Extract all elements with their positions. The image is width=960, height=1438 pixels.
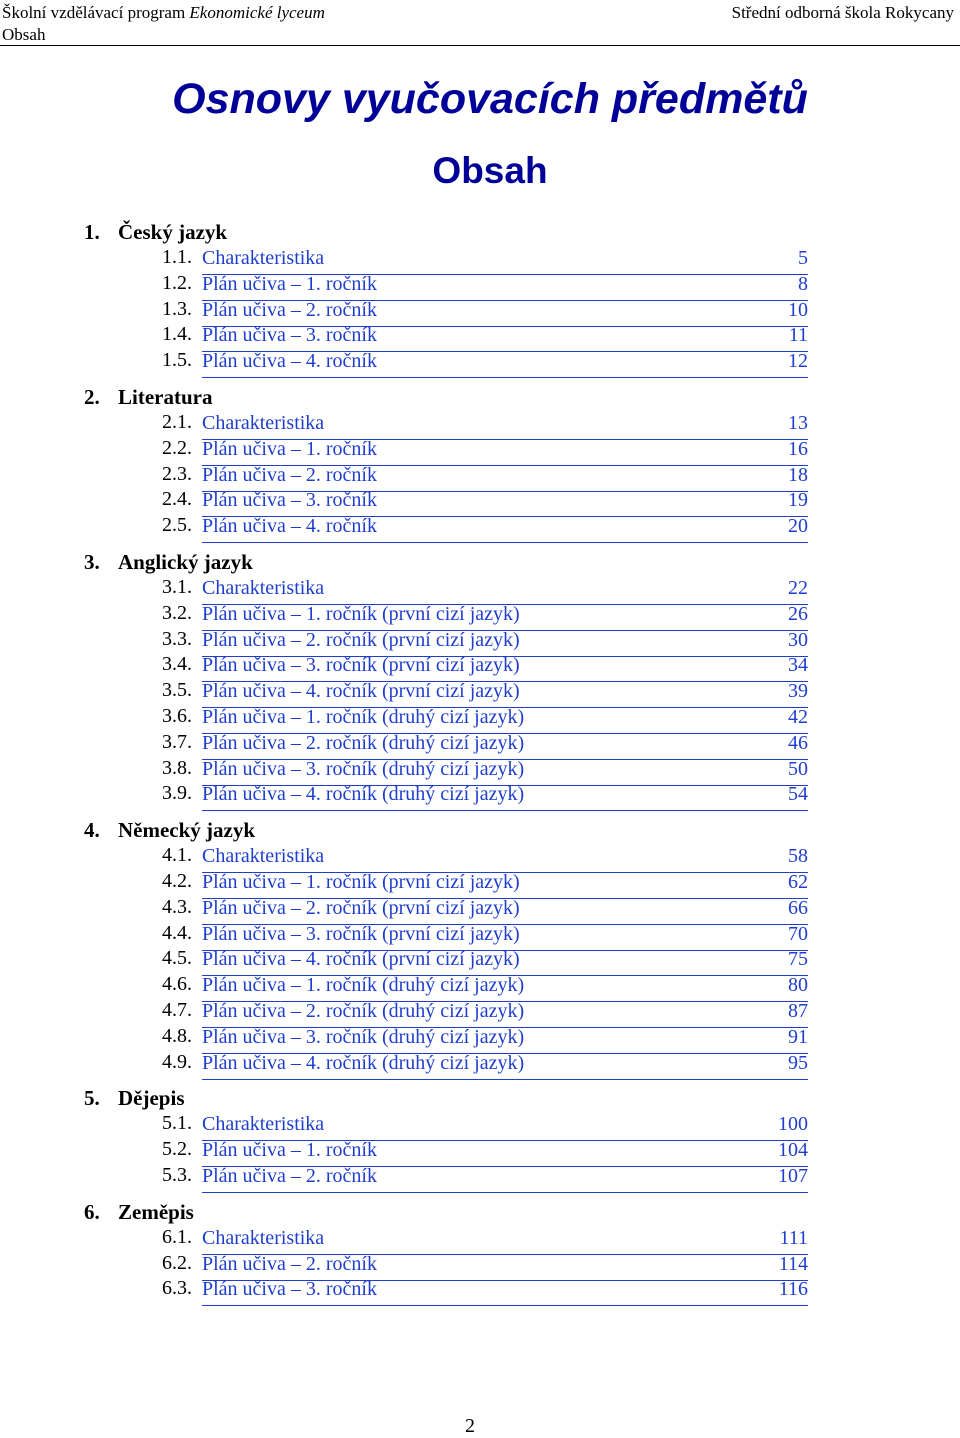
entry-number: 5.1.: [162, 1112, 192, 1135]
toc-title: Obsah: [432, 150, 548, 191]
toc-section: [0, 384, 960, 539]
toc-entry: [0, 601, 960, 627]
entry-label: Charakteristika: [202, 411, 325, 434]
entry-label: Plán učiva – 3. ročník: [202, 324, 377, 347]
toc-entry: [0, 575, 960, 601]
entry-label: Plán učiva – 4. ročník: [202, 350, 377, 373]
entry-number: 1.4.: [162, 323, 192, 346]
entry-page: 10: [788, 298, 808, 321]
entry-page: 66: [788, 896, 808, 919]
entry-page: 34: [788, 654, 808, 677]
section-name: Zeměpis: [118, 1199, 194, 1224]
toc-section: [0, 1085, 960, 1188]
entry-label: Plán učiva – 4. ročník (druhý cizí jazyk): [202, 1051, 525, 1074]
entry-number: 3.5.: [162, 679, 192, 702]
entry-label: Plán učiva – 4. ročník: [202, 515, 377, 538]
toc-section-heading: [0, 1199, 960, 1225]
toc-entry: [0, 895, 960, 921]
header-school: Střední odborná škola Rokycany: [731, 3, 954, 22]
entry-number: 3.6.: [162, 704, 192, 727]
entry-number: 4.5.: [162, 947, 192, 970]
document-title: Osnovy vyučovacích předmětů: [172, 75, 808, 123]
toc-entry: [0, 1251, 960, 1277]
entry-label: Plán učiva – 4. ročník (první cizí jazyk): [202, 948, 520, 971]
toc-entry: [0, 627, 960, 653]
entry-number: 3.3.: [162, 627, 192, 650]
toc-section: [0, 549, 960, 807]
entry-label: Plán učiva – 2. ročník: [202, 1164, 377, 1187]
entry-label: Plán učiva – 3. ročník (první cizí jazyk): [202, 922, 520, 945]
header-rule: [0, 45, 960, 46]
entry-number: 4.9.: [162, 1050, 192, 1073]
entry-page: 30: [788, 628, 808, 651]
entry-page: 54: [788, 783, 808, 806]
header-section: Obsah: [2, 25, 46, 44]
entry-page: 22: [788, 576, 808, 599]
toc-entry: [0, 487, 960, 513]
toc-entry: [0, 271, 960, 297]
entry-page: 8: [798, 272, 808, 295]
toc-entry-link[interactable]: [202, 783, 808, 811]
toc-section-heading: [0, 1085, 960, 1111]
section-name: Anglický jazyk: [118, 549, 253, 574]
section-number: 5.: [84, 1086, 100, 1111]
entry-number: 2.3.: [162, 462, 192, 485]
entry-page: 58: [788, 845, 808, 868]
header-program-prefix: Školní vzdělávací program: [2, 3, 190, 22]
entry-number: 3.1.: [162, 575, 192, 598]
toc-entry: [0, 1137, 960, 1163]
entry-label: Charakteristika: [202, 1113, 325, 1136]
toc-entry: [0, 348, 960, 374]
toc-entry: [0, 462, 960, 488]
section-number: 4.: [84, 818, 100, 843]
entry-page: 75: [788, 948, 808, 971]
toc-entry: [0, 972, 960, 998]
toc-entry: [0, 730, 960, 756]
entry-number: 6.2.: [162, 1251, 192, 1274]
entry-page: 80: [788, 974, 808, 997]
toc-entry: [0, 869, 960, 895]
toc-entry: [0, 921, 960, 947]
toc-entry: [0, 843, 960, 869]
entry-page: 12: [788, 350, 808, 373]
section-name: Dějepis: [118, 1086, 185, 1111]
entry-number: 2.2.: [162, 436, 192, 459]
entry-page: 20: [788, 515, 808, 538]
entry-label: Plán učiva – 1. ročník: [202, 1139, 377, 1162]
entry-label: Plán učiva – 4. ročník (druhý cizí jazyk): [202, 783, 525, 806]
entry-label: Plán učiva – 4. ročník (první cizí jazyk): [202, 680, 520, 703]
section-number: 1.: [84, 220, 100, 244]
entry-page: 11: [788, 324, 808, 347]
entry-page: 70: [788, 922, 808, 945]
entry-label: Plán učiva – 2. ročník (první cizí jazyk): [202, 628, 520, 651]
entry-number: 3.2.: [162, 601, 192, 624]
toc-section-heading: [0, 384, 960, 410]
entry-number: 4.3.: [162, 895, 192, 918]
entry-page: 19: [788, 489, 808, 512]
entry-label: Plán učiva – 2. ročník (první cizí jazyk): [202, 896, 520, 919]
entry-number: 3.7.: [162, 730, 192, 753]
toc-entry: [0, 436, 960, 462]
entry-number: 3.4.: [162, 653, 192, 676]
toc-section: [0, 817, 960, 1075]
entry-page: 50: [788, 757, 808, 780]
entry-number: 2.5.: [162, 514, 192, 537]
entry-label: Plán učiva – 1. ročník (první cizí jazyk): [202, 602, 520, 625]
entry-number: 2.1.: [162, 410, 192, 433]
entry-number: 5.3.: [162, 1163, 192, 1186]
entry-number: 3.8.: [162, 756, 192, 779]
entry-page: 18: [788, 463, 808, 486]
toc-entry: [0, 1050, 960, 1076]
entry-label: Plán učiva – 3. ročník (druhý cizí jazyk): [202, 1025, 525, 1048]
entry-label: Plán učiva – 1. ročník (druhý cizí jazyk): [202, 974, 525, 997]
entry-page: 62: [788, 870, 808, 893]
entry-number: 4.4.: [162, 921, 192, 944]
entry-label: Plán učiva – 3. ročník: [202, 489, 377, 512]
entry-page: 104: [778, 1139, 808, 1162]
entry-label: Charakteristika: [202, 1226, 325, 1249]
entry-number: 6.3.: [162, 1277, 192, 1300]
entry-page: 87: [788, 999, 808, 1022]
toc-entry-link[interactable]: [202, 350, 808, 378]
toc-entry: [0, 297, 960, 323]
entry-page: 46: [788, 731, 808, 754]
toc-entry: [0, 513, 960, 539]
toc-entry: [0, 704, 960, 730]
entry-number: 6.1.: [162, 1225, 192, 1248]
entry-page: 95: [788, 1051, 808, 1074]
entry-page: 116: [778, 1278, 808, 1301]
entry-label: Charakteristika: [202, 247, 325, 269]
section-number: 6.: [84, 1199, 100, 1224]
entry-page: 111: [779, 1226, 808, 1249]
toc-section-heading: [0, 549, 960, 575]
table-of-contents: [0, 219, 960, 1302]
toc-entry: [0, 1276, 960, 1302]
entry-number: 5.2.: [162, 1138, 192, 1161]
entry-page: 42: [788, 705, 808, 728]
entry-number: 1.3.: [162, 297, 192, 320]
entry-label: Plán učiva – 2. ročník: [202, 463, 377, 486]
entry-number: 2.4.: [162, 488, 192, 511]
toc-section: [0, 219, 960, 374]
entry-label: Charakteristika: [202, 845, 325, 868]
toc-section-heading: [0, 219, 960, 245]
entry-number: 4.2.: [162, 869, 192, 892]
toc-entry: [0, 1163, 960, 1189]
toc-entry: [0, 245, 960, 271]
entry-label: Plán učiva – 1. ročník: [202, 437, 377, 460]
section-number: 2.: [84, 384, 100, 409]
section-name: Literatura: [118, 384, 213, 409]
entry-label: Plán učiva – 3. ročník (první cizí jazyk): [202, 654, 520, 677]
entry-page: 26: [788, 602, 808, 625]
entry-number: 4.8.: [162, 1024, 192, 1047]
entry-number: 4.1.: [162, 844, 192, 867]
entry-label: Plán učiva – 1. ročník: [202, 272, 377, 295]
header-program: [2, 2, 325, 24]
entry-label: Plán učiva – 2. ročník (druhý cizí jazyk): [202, 999, 525, 1022]
toc-entry: [0, 1225, 960, 1251]
entry-page: 5: [798, 247, 808, 269]
toc-entry: [0, 678, 960, 704]
entry-number: 4.6.: [162, 973, 192, 996]
entry-number: 1.2.: [162, 271, 192, 294]
entry-number: 3.9.: [162, 782, 192, 805]
toc-entry: [0, 652, 960, 678]
toc-entry-link[interactable]: [202, 1052, 808, 1080]
entry-label: Plán učiva – 2. ročník: [202, 1252, 377, 1275]
toc-entry-link[interactable]: [202, 1165, 808, 1193]
entry-page: 39: [788, 680, 808, 703]
header-program-name: Ekonomické lyceum: [189, 3, 325, 22]
entry-page: 107: [778, 1164, 808, 1187]
toc-entry-link[interactable]: [202, 515, 808, 543]
toc-entry: [0, 998, 960, 1024]
toc-section: [0, 1199, 960, 1302]
entry-page: 100: [778, 1113, 808, 1136]
toc-entry: [0, 1024, 960, 1050]
toc-entry: [0, 781, 960, 807]
section-name: Český jazyk: [118, 220, 228, 244]
entry-label: Plán učiva – 2. ročník: [202, 298, 377, 321]
entry-label: Plán učiva – 3. ročník: [202, 1278, 377, 1301]
entry-number: 1.5.: [162, 349, 192, 372]
section-name: Německý jazyk: [118, 818, 256, 843]
entry-number: 1.1.: [162, 246, 192, 268]
entry-page: 13: [788, 411, 808, 434]
page-number: 2: [465, 1415, 475, 1437]
toc-entry: [0, 322, 960, 348]
toc-section-heading: [0, 817, 960, 843]
toc-entry: [0, 756, 960, 782]
entry-label: Charakteristika: [202, 576, 325, 599]
entry-label: Plán učiva – 2. ročník (druhý cizí jazyk): [202, 731, 525, 754]
toc-entry-link[interactable]: [202, 1278, 808, 1306]
entry-label: Plán učiva – 1. ročník (druhý cizí jazyk): [202, 705, 525, 728]
toc-entry: [0, 410, 960, 436]
entry-label: Plán učiva – 3. ročník (druhý cizí jazyk): [202, 757, 525, 780]
entry-page: 16: [788, 437, 808, 460]
entry-number: 4.7.: [162, 998, 192, 1021]
section-number: 3.: [84, 549, 100, 574]
toc-entry: [0, 1111, 960, 1137]
entry-page: 114: [778, 1252, 808, 1275]
entry-page: 91: [788, 1025, 808, 1048]
toc-entry: [0, 946, 960, 972]
entry-label: Plán učiva – 1. ročník (první cizí jazyk): [202, 870, 520, 893]
